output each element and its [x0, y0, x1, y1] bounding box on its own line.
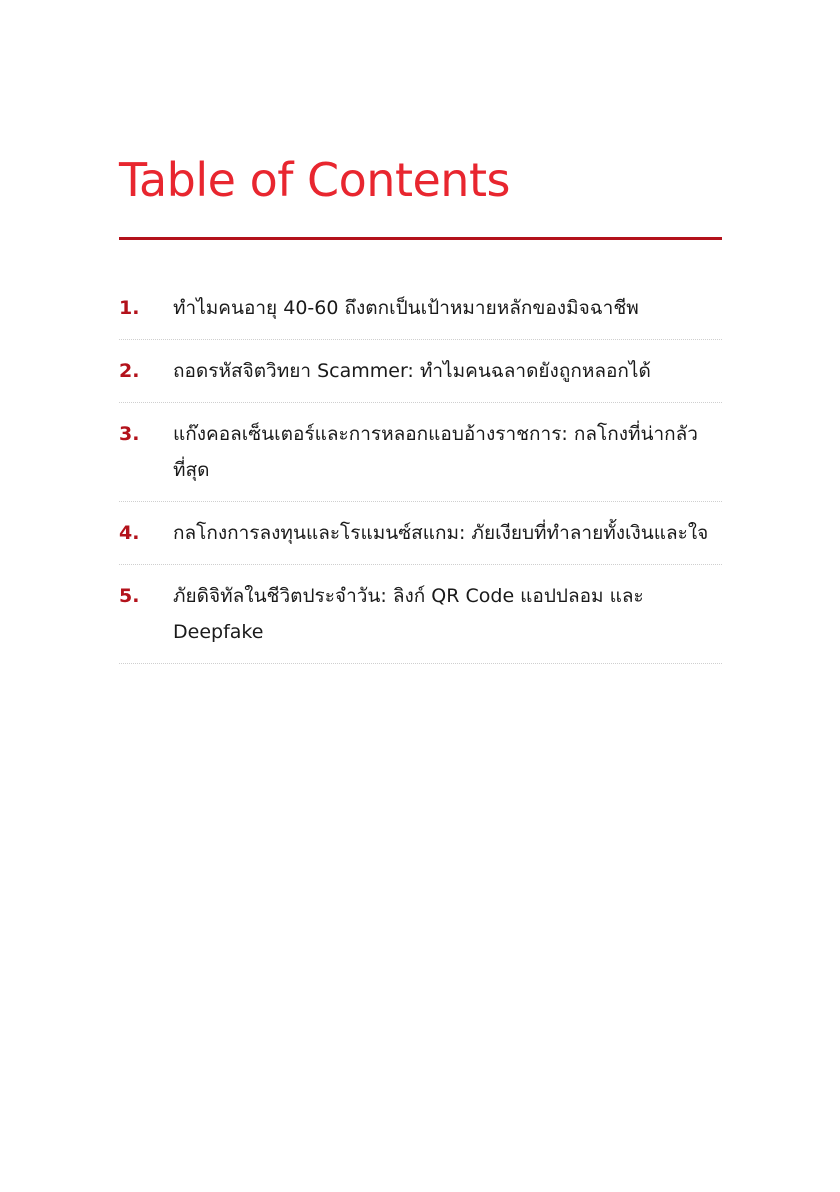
toc-item-1[interactable]	[119, 290, 722, 340]
toc-item-3[interactable]	[119, 403, 722, 502]
toc-item-title: กลโกงการลงทุนและโรแมนซ์สแกม: ภัยเงียบที่ทำลายทั้งเงินและใจ	[173, 522, 709, 544]
toc-item-title: ภัยดิจิทัลในชีวิตประจำวัน: ลิงก์ QR Code แอปปลอม และ Deepfake	[173, 585, 644, 643]
toc-item-5[interactable]	[119, 565, 722, 664]
toc-item-title: ถอดรหัสจิตวิทยา Scammer: ทำไมคนฉลาดยังถูกหลอกได้	[173, 360, 651, 382]
toc-item-title: ทำไมคนอายุ 40-60 ถึงตกเป็นเป้าหมายหลักของมิจฉาชีพ	[173, 297, 639, 319]
toc-item-number: 4.	[119, 522, 140, 544]
page-title: Table of Contents	[119, 153, 510, 207]
toc-item-number: 3.	[119, 423, 140, 445]
toc-item-number: 1.	[119, 297, 140, 319]
toc-item-4[interactable]	[119, 502, 722, 565]
toc-item-title: แก๊งคอลเซ็นเตอร์และการหลอกแอบอ้างราชการ: กลโกงที่น่ากลัวที่สุด	[173, 423, 698, 481]
toc-item-2[interactable]	[119, 340, 722, 403]
toc-item-number: 2.	[119, 360, 140, 382]
toc-item-number: 5.	[119, 585, 140, 607]
title-divider	[119, 237, 722, 240]
toc-page	[119, 150, 722, 664]
toc-list	[119, 290, 722, 664]
